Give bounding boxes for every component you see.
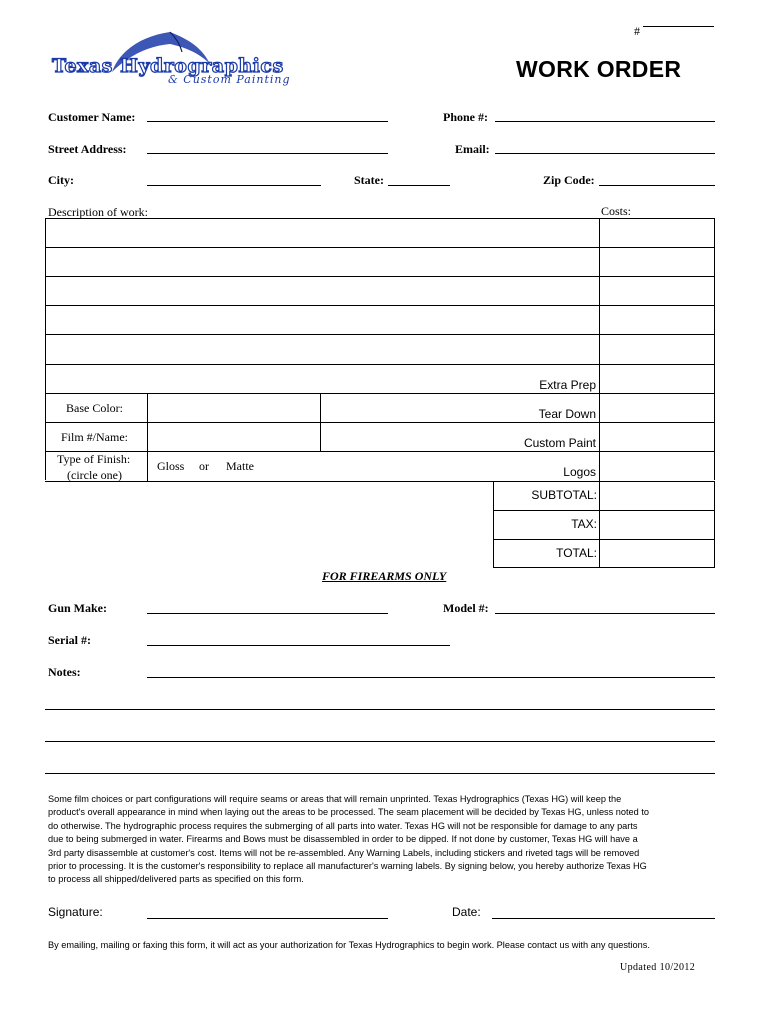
finish-option-gloss[interactable]: Gloss: [157, 459, 185, 473]
street-address-field[interactable]: [147, 153, 388, 154]
notes-line[interactable]: [147, 677, 715, 678]
film-name-label: Film #/Name:: [61, 430, 128, 444]
zip-code-label: Zip Code:: [543, 173, 595, 187]
logos-label: Logos: [563, 465, 596, 479]
customer-name-field[interactable]: [147, 121, 388, 122]
table-row-divider: [45, 247, 715, 248]
total-label: TOTAL:: [556, 546, 597, 560]
base-color-label: Base Color:: [66, 401, 123, 415]
cost-field[interactable]: [601, 336, 714, 362]
gun-make-label: Gun Make:: [48, 601, 108, 615]
city-field[interactable]: [147, 185, 321, 186]
disclaimer-line: do otherwise. The hydrographic process requires the submerging of all parts into water. Texas HG will not be responsible for damage to any parts: [48, 820, 638, 831]
totals-row-divider: [493, 510, 715, 511]
serial-label: Serial #:: [48, 633, 91, 647]
finish-column-divider: [320, 393, 321, 452]
notes-line[interactable]: [45, 741, 715, 742]
logo-text-main: Texas Hydrographics: [52, 55, 284, 77]
zip-code-field[interactable]: [599, 185, 715, 186]
cost-field[interactable]: [601, 278, 714, 304]
table-row-divider: [45, 334, 715, 335]
cost-field[interactable]: [601, 220, 714, 246]
finish-type-label: Type of Finish:: [57, 452, 131, 466]
company-logo: [50, 30, 385, 86]
subtotal-field[interactable]: [601, 483, 714, 509]
costs-label: Costs:: [601, 204, 632, 218]
notes-line[interactable]: [45, 709, 715, 710]
notes-line[interactable]: [45, 773, 715, 774]
total-field[interactable]: [601, 541, 714, 567]
disclaimer-line: due to being submerged in water. Firearms and Bows must be disassembled in order to be dipped. If not done by customer, Texas HG will have a: [48, 834, 638, 845]
description-row-3[interactable]: [47, 278, 598, 304]
logos-cost-field[interactable]: [601, 453, 714, 479]
table-row-divider: [45, 276, 715, 277]
disclaimer-line: 3rd party disassemble at customer's cost. Items will not be re-assembled. Any Warning Labels, including stickers and riveted tags will be removed: [48, 847, 640, 858]
description-row-4[interactable]: [47, 307, 598, 333]
order-number-label: #: [634, 24, 640, 38]
subtotal-label: SUBTOTAL:: [531, 488, 597, 502]
custom-paint-label: Custom Paint: [523, 436, 596, 450]
firearms-heading: FOR FIREARMS ONLY: [322, 569, 447, 583]
tear-down-cost-field[interactable]: [601, 395, 714, 421]
film-name-field[interactable]: [149, 424, 319, 450]
page-title: WORK ORDER: [516, 56, 682, 82]
table-row-divider: [45, 305, 715, 306]
logo-text-sub: & Custom Painting: [168, 73, 291, 86]
description-row-5[interactable]: [47, 336, 598, 362]
description-label: Description of work:: [48, 205, 148, 219]
disclaimer-line: prior to processing. It is the customer's responsibility to replace all manufacturer's warning labels. By signing below, you hereby authorize Texas HG: [48, 861, 647, 872]
totals-row-divider: [493, 539, 715, 540]
table-row-divider: [45, 451, 715, 452]
table-row-divider: [45, 393, 715, 394]
street-address-label: Street Address:: [48, 142, 127, 156]
cost-field[interactable]: [601, 307, 714, 333]
tax-label: TAX:: [571, 517, 597, 531]
description-row-1[interactable]: [47, 220, 598, 246]
tax-field[interactable]: [601, 512, 714, 538]
notes-label: Notes:: [48, 665, 81, 679]
gun-make-field[interactable]: [147, 613, 388, 614]
signature-label: Signature:: [48, 905, 103, 919]
date-field[interactable]: [492, 918, 715, 919]
order-number-line[interactable]: [643, 26, 714, 27]
disclaimer-line: to process all shipped/delivered parts as specified on this form.: [48, 874, 304, 885]
base-color-field[interactable]: [149, 395, 319, 421]
disclaimer-line: Some film choices or part configurations will require seams or areas that will remain unprinted. Texas Hydrographics (Texas HG) will keep the: [48, 794, 622, 804]
finish-column-divider: [147, 393, 148, 481]
custom-paint-cost-field[interactable]: [601, 424, 714, 450]
finish-circle-hint: (circle one): [67, 468, 122, 482]
serial-field[interactable]: [147, 645, 450, 646]
cost-field[interactable]: [601, 249, 714, 275]
email-field[interactable]: [495, 153, 715, 154]
authorization-note: By emailing, mailing or faxing this form, it will act as your authorization for Texas Hydrographics to begin work. Please contact us with any questions.: [48, 940, 650, 950]
customer-name-label: Customer Name:: [48, 110, 136, 124]
disclaimer-line: product's overall appearance in mind when laying out the areas to be processed. The seam placement will be decided by Texas HG, unless noted to: [48, 807, 649, 818]
model-field[interactable]: [495, 613, 715, 614]
email-label: Email:: [455, 142, 490, 156]
date-label: Date:: [452, 905, 481, 919]
state-field[interactable]: [388, 185, 450, 186]
phone-label: Phone #:: [443, 110, 488, 124]
state-label: State:: [354, 173, 384, 187]
extra-prep-cost-field[interactable]: [601, 366, 714, 392]
totals-column-divider: [599, 481, 600, 568]
updated-date: Updated 10/2012: [620, 962, 696, 973]
table-row-divider: [45, 422, 715, 423]
finish-option-matte[interactable]: Matte: [226, 459, 254, 473]
description-row-2[interactable]: [47, 249, 598, 275]
phone-field[interactable]: [495, 121, 715, 122]
tear-down-label: Tear Down: [538, 407, 596, 421]
table-row-divider: [45, 364, 715, 365]
extra-prep-label: Extra Prep: [539, 378, 596, 392]
disclaimer-text: [48, 793, 720, 887]
signature-field[interactable]: [147, 918, 388, 919]
city-label: City:: [48, 173, 74, 187]
model-label: Model #:: [443, 601, 489, 615]
finish-option-or: or: [199, 459, 209, 473]
